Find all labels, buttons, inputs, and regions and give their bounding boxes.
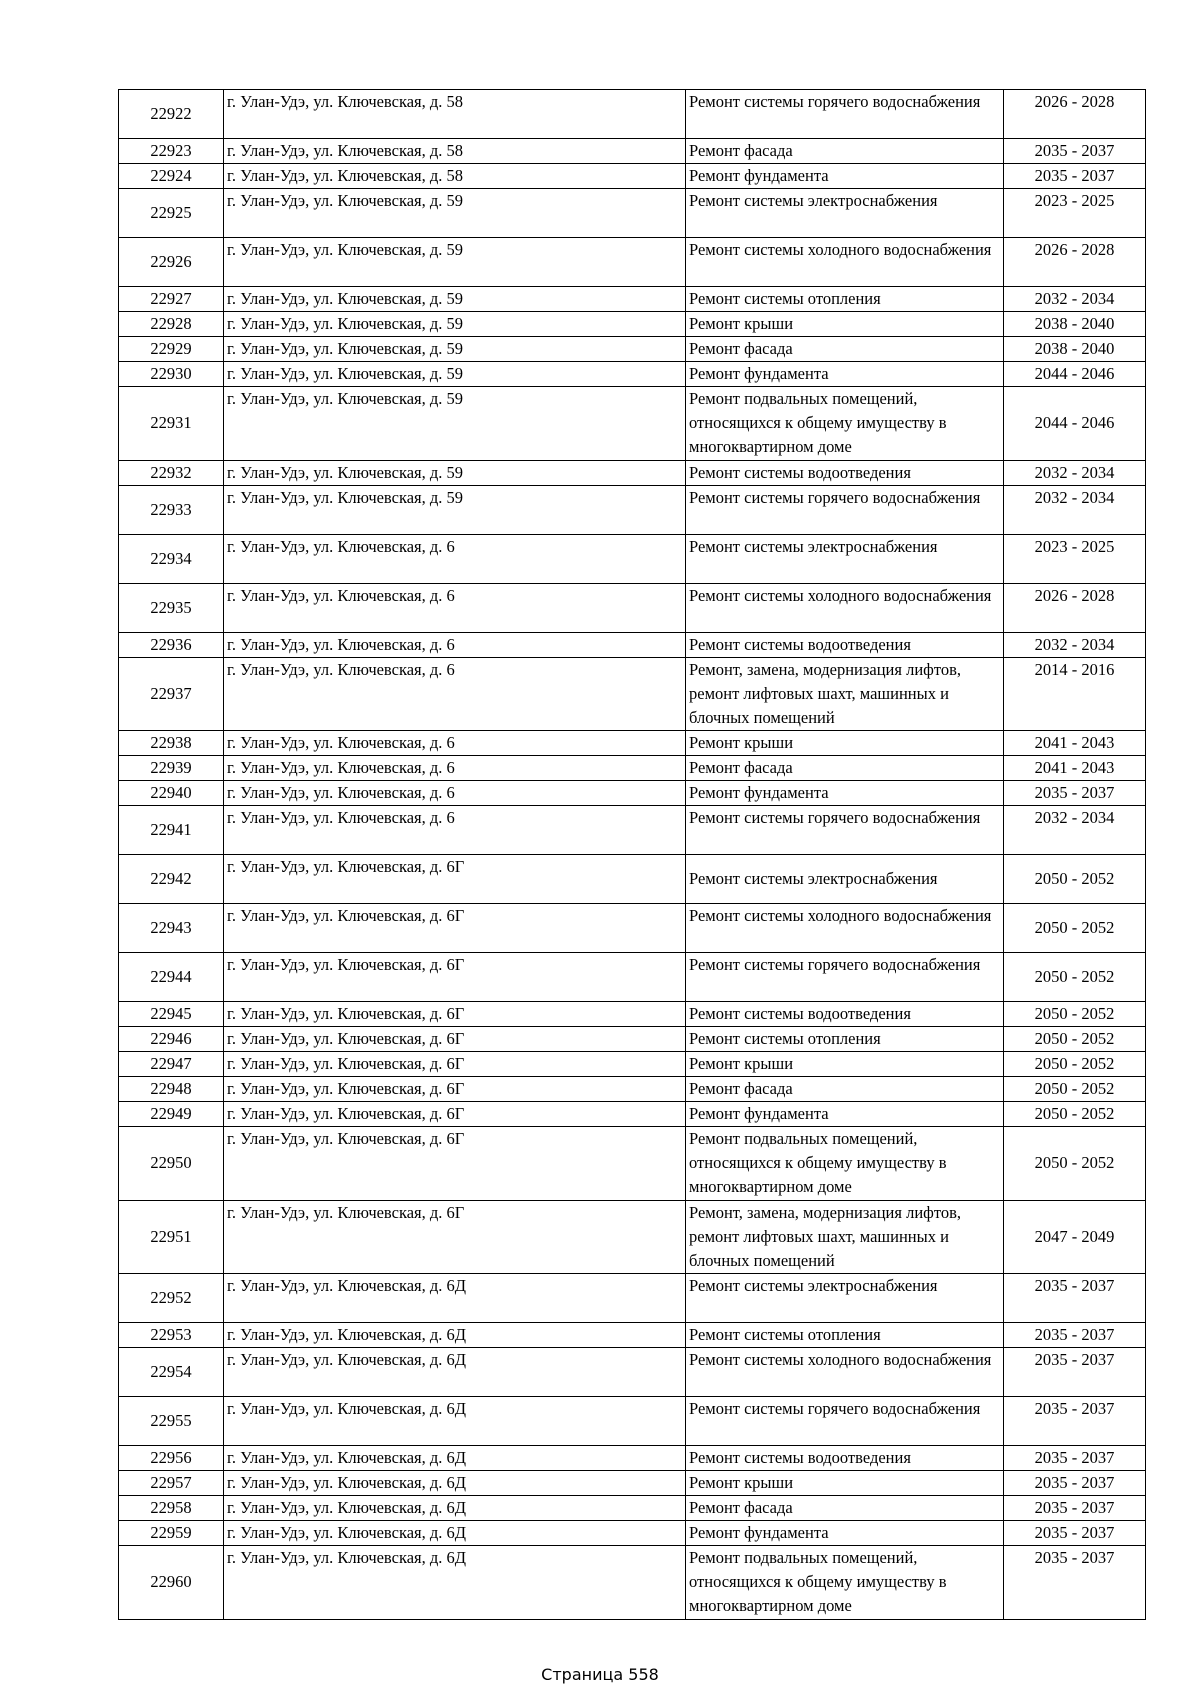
period-cell: 2032 - 2034 xyxy=(1004,632,1146,657)
address-cell: г. Улан-Удэ, ул. Ключевская, д. 6Г xyxy=(224,904,686,953)
address-cell: г. Улан-Удэ, ул. Ключевская, д. 6 xyxy=(224,632,686,657)
table-row xyxy=(119,632,1146,657)
table-row xyxy=(119,139,1146,164)
row-number-cell: 22929 xyxy=(119,337,224,362)
work-type-cell: Ремонт системы холодного водоснабжения xyxy=(686,1348,1004,1397)
row-number-cell: 22958 xyxy=(119,1496,224,1521)
work-type-cell: Ремонт системы отопления xyxy=(686,1027,1004,1052)
row-number-cell: 22947 xyxy=(119,1052,224,1077)
period-cell: 2044 - 2046 xyxy=(1004,387,1146,461)
row-number-cell: 22949 xyxy=(119,1102,224,1127)
address-cell: г. Улан-Удэ, ул. Ключевская, д. 6 xyxy=(224,756,686,781)
period-cell: 2035 - 2037 xyxy=(1004,1323,1146,1348)
work-type-cell: Ремонт подвальных помещений, относящихся к общему имуществу в многоквартирном доме xyxy=(686,1127,1004,1201)
period-cell: 2032 - 2034 xyxy=(1004,287,1146,312)
period-cell: 2050 - 2052 xyxy=(1004,953,1146,1002)
period-cell: 2050 - 2052 xyxy=(1004,1002,1146,1027)
table-row xyxy=(119,90,1146,139)
address-cell: г. Улан-Удэ, ул. Ключевская, д. 6Д xyxy=(224,1397,686,1446)
work-type-cell: Ремонт системы водоотведения xyxy=(686,1002,1004,1027)
row-number-cell: 22937 xyxy=(119,657,224,731)
table-row xyxy=(119,855,1146,904)
address-cell: г. Улан-Удэ, ул. Ключевская, д. 58 xyxy=(224,139,686,164)
address-cell: г. Улан-Удэ, ул. Ключевская, д. 59 xyxy=(224,460,686,485)
period-cell: 2032 - 2034 xyxy=(1004,485,1146,534)
row-number-cell: 22927 xyxy=(119,287,224,312)
work-type-cell: Ремонт системы водоотведения xyxy=(686,460,1004,485)
address-cell: г. Улан-Удэ, ул. Ключевская, д. 6 xyxy=(224,731,686,756)
table-row xyxy=(119,953,1146,1002)
period-cell: 2026 - 2028 xyxy=(1004,238,1146,287)
address-cell: г. Улан-Удэ, ул. Ключевская, д. 6Д xyxy=(224,1348,686,1397)
table-row xyxy=(119,756,1146,781)
page-number: Страница 558 xyxy=(541,1665,659,1684)
period-cell: 2044 - 2046 xyxy=(1004,362,1146,387)
period-cell: 2032 - 2034 xyxy=(1004,806,1146,855)
address-cell: г. Улан-Удэ, ул. Ключевская, д. 59 xyxy=(224,337,686,362)
work-type-cell: Ремонт фасада xyxy=(686,756,1004,781)
work-type-cell: Ремонт системы горячего водоснабжения xyxy=(686,90,1004,139)
work-type-cell: Ремонт системы горячего водоснабжения xyxy=(686,953,1004,1002)
row-number-cell: 22941 xyxy=(119,806,224,855)
table-row xyxy=(119,1274,1146,1323)
row-number-cell: 22959 xyxy=(119,1521,224,1546)
period-cell: 2035 - 2037 xyxy=(1004,1348,1146,1397)
address-cell: г. Улан-Удэ, ул. Ключевская, д. 6Г xyxy=(224,1077,686,1102)
row-number-cell: 22934 xyxy=(119,534,224,583)
table-row xyxy=(119,1471,1146,1496)
work-type-cell: Ремонт фундамента xyxy=(686,362,1004,387)
period-cell: 2047 - 2049 xyxy=(1004,1200,1146,1274)
table-row xyxy=(119,1521,1146,1546)
period-cell: 2038 - 2040 xyxy=(1004,337,1146,362)
period-cell: 2026 - 2028 xyxy=(1004,583,1146,632)
row-number-cell: 22957 xyxy=(119,1471,224,1496)
work-type-cell: Ремонт системы холодного водоснабжения xyxy=(686,238,1004,287)
address-cell: г. Улан-Удэ, ул. Ключевская, д. 58 xyxy=(224,164,686,189)
row-number-cell: 22931 xyxy=(119,387,224,461)
period-cell: 2041 - 2043 xyxy=(1004,731,1146,756)
table-row xyxy=(119,337,1146,362)
table-row xyxy=(119,1027,1146,1052)
period-cell: 2035 - 2037 xyxy=(1004,1397,1146,1446)
row-number-cell: 22954 xyxy=(119,1348,224,1397)
period-cell: 2014 - 2016 xyxy=(1004,657,1146,731)
period-cell: 2032 - 2034 xyxy=(1004,460,1146,485)
period-cell: 2050 - 2052 xyxy=(1004,1102,1146,1127)
table-row xyxy=(119,485,1146,534)
address-cell: г. Улан-Удэ, ул. Ключевская, д. 59 xyxy=(224,387,686,461)
address-cell: г. Улан-Удэ, ул. Ключевская, д. 6Д xyxy=(224,1521,686,1546)
table-row xyxy=(119,1002,1146,1027)
table-row xyxy=(119,1077,1146,1102)
table-row xyxy=(119,904,1146,953)
table-row xyxy=(119,1323,1146,1348)
work-type-cell: Ремонт фундамента xyxy=(686,164,1004,189)
table-row xyxy=(119,1496,1146,1521)
table-row xyxy=(119,238,1146,287)
table-row xyxy=(119,806,1146,855)
period-cell: 2050 - 2052 xyxy=(1004,1052,1146,1077)
address-cell: г. Улан-Удэ, ул. Ключевская, д. 59 xyxy=(224,362,686,387)
row-number-cell: 22951 xyxy=(119,1200,224,1274)
address-cell: г. Улан-Удэ, ул. Ключевская, д. 6Г xyxy=(224,1052,686,1077)
period-cell: 2050 - 2052 xyxy=(1004,1077,1146,1102)
work-type-cell: Ремонт системы горячего водоснабжения xyxy=(686,485,1004,534)
table-row xyxy=(119,287,1146,312)
row-number-cell: 22955 xyxy=(119,1397,224,1446)
address-cell: г. Улан-Удэ, ул. Ключевская, д. 6Д xyxy=(224,1274,686,1323)
row-number-cell: 22956 xyxy=(119,1446,224,1471)
row-number-cell: 22960 xyxy=(119,1546,224,1620)
period-cell: 2050 - 2052 xyxy=(1004,1027,1146,1052)
row-number-cell: 22948 xyxy=(119,1077,224,1102)
work-type-cell: Ремонт системы отопления xyxy=(686,1323,1004,1348)
work-type-cell: Ремонт системы электроснабжения xyxy=(686,534,1004,583)
period-cell: 2041 - 2043 xyxy=(1004,756,1146,781)
period-cell: 2026 - 2028 xyxy=(1004,90,1146,139)
period-cell: 2035 - 2037 xyxy=(1004,1446,1146,1471)
work-type-cell: Ремонт крыши xyxy=(686,312,1004,337)
period-cell: 2035 - 2037 xyxy=(1004,781,1146,806)
period-cell: 2035 - 2037 xyxy=(1004,1274,1146,1323)
table-row xyxy=(119,1348,1146,1397)
row-number-cell: 22952 xyxy=(119,1274,224,1323)
row-number-cell: 22923 xyxy=(119,139,224,164)
address-cell: г. Улан-Удэ, ул. Ключевская, д. 6 xyxy=(224,657,686,731)
address-cell: г. Улан-Удэ, ул. Ключевская, д. 6Д xyxy=(224,1323,686,1348)
work-type-cell: Ремонт системы электроснабжения xyxy=(686,189,1004,238)
work-type-cell: Ремонт, замена, модернизация лифтов, ремонт лифтовых шахт, машинных и блочных помещений xyxy=(686,657,1004,731)
work-type-cell: Ремонт фасада xyxy=(686,1496,1004,1521)
row-number-cell: 22926 xyxy=(119,238,224,287)
table-row xyxy=(119,657,1146,731)
period-cell: 2035 - 2037 xyxy=(1004,164,1146,189)
work-type-cell: Ремонт системы горячего водоснабжения xyxy=(686,1397,1004,1446)
period-cell: 2035 - 2037 xyxy=(1004,1546,1146,1620)
row-number-cell: 22950 xyxy=(119,1127,224,1201)
table-row xyxy=(119,387,1146,461)
work-type-cell: Ремонт фундамента xyxy=(686,1102,1004,1127)
row-number-cell: 22944 xyxy=(119,953,224,1002)
address-cell: г. Улан-Удэ, ул. Ключевская, д. 59 xyxy=(224,312,686,337)
table-row xyxy=(119,460,1146,485)
table-row xyxy=(119,583,1146,632)
table-row xyxy=(119,1127,1146,1201)
table-row xyxy=(119,312,1146,337)
address-cell: г. Улан-Удэ, ул. Ключевская, д. 59 xyxy=(224,238,686,287)
table-row xyxy=(119,1546,1146,1620)
address-cell: г. Улан-Удэ, ул. Ключевская, д. 6Г xyxy=(224,953,686,1002)
period-cell: 2035 - 2037 xyxy=(1004,1521,1146,1546)
work-type-cell: Ремонт подвальных помещений, относящихся к общему имуществу в многоквартирном доме xyxy=(686,387,1004,461)
row-number-cell: 22938 xyxy=(119,731,224,756)
work-type-cell: Ремонт системы водоотведения xyxy=(686,632,1004,657)
period-cell: 2035 - 2037 xyxy=(1004,1471,1146,1496)
address-cell: г. Улан-Удэ, ул. Ключевская, д. 6Д xyxy=(224,1446,686,1471)
work-type-cell: Ремонт фасада xyxy=(686,139,1004,164)
work-type-cell: Ремонт фасада xyxy=(686,337,1004,362)
row-number-cell: 22939 xyxy=(119,756,224,781)
table-row xyxy=(119,781,1146,806)
work-type-cell: Ремонт фасада xyxy=(686,1077,1004,1102)
table-row xyxy=(119,1397,1146,1446)
work-type-cell: Ремонт системы отопления xyxy=(686,287,1004,312)
work-type-cell: Ремонт фундамента xyxy=(686,781,1004,806)
row-number-cell: 22943 xyxy=(119,904,224,953)
row-number-cell: 22933 xyxy=(119,485,224,534)
address-cell: г. Улан-Удэ, ул. Ключевская, д. 6 xyxy=(224,806,686,855)
work-type-cell: Ремонт системы холодного водоснабжения xyxy=(686,583,1004,632)
address-cell: г. Улан-Удэ, ул. Ключевская, д. 59 xyxy=(224,189,686,238)
row-number-cell: 22935 xyxy=(119,583,224,632)
row-number-cell: 22942 xyxy=(119,855,224,904)
address-cell: г. Улан-Удэ, ул. Ключевская, д. 6Г xyxy=(224,1027,686,1052)
table-row xyxy=(119,1446,1146,1471)
address-cell: г. Улан-Удэ, ул. Ключевская, д. 6Д xyxy=(224,1496,686,1521)
period-cell: 2023 - 2025 xyxy=(1004,189,1146,238)
repair-schedule-table xyxy=(118,89,1146,1620)
table-row xyxy=(119,1052,1146,1077)
address-cell: г. Улан-Удэ, ул. Ключевская, д. 6Г xyxy=(224,1002,686,1027)
row-number-cell: 22936 xyxy=(119,632,224,657)
address-cell: г. Улан-Удэ, ул. Ключевская, д. 6Д xyxy=(224,1471,686,1496)
period-cell: 2050 - 2052 xyxy=(1004,1127,1146,1201)
work-type-cell: Ремонт системы горячего водоснабжения xyxy=(686,806,1004,855)
work-type-cell: Ремонт крыши xyxy=(686,1052,1004,1077)
row-number-cell: 22925 xyxy=(119,189,224,238)
work-type-cell: Ремонт, замена, модернизация лифтов, ремонт лифтовых шахт, машинных и блочных помещений xyxy=(686,1200,1004,1274)
row-number-cell: 22924 xyxy=(119,164,224,189)
address-cell: г. Улан-Удэ, ул. Ключевская, д. 6 xyxy=(224,534,686,583)
row-number-cell: 22946 xyxy=(119,1027,224,1052)
period-cell: 2050 - 2052 xyxy=(1004,904,1146,953)
row-number-cell: 22945 xyxy=(119,1002,224,1027)
address-cell: г. Улан-Удэ, ул. Ключевская, д. 6Г xyxy=(224,1102,686,1127)
address-cell: г. Улан-Удэ, ул. Ключевская, д. 6Г xyxy=(224,1200,686,1274)
address-cell: г. Улан-Удэ, ул. Ключевская, д. 6 xyxy=(224,781,686,806)
row-number-cell: 22940 xyxy=(119,781,224,806)
row-number-cell: 22922 xyxy=(119,90,224,139)
table-row xyxy=(119,731,1146,756)
table-row xyxy=(119,164,1146,189)
work-type-cell: Ремонт подвальных помещений, относящихся к общему имуществу в многоквартирном доме xyxy=(686,1546,1004,1620)
work-type-cell: Ремонт системы водоотведения xyxy=(686,1446,1004,1471)
table-row xyxy=(119,1200,1146,1274)
work-type-cell: Ремонт крыши xyxy=(686,1471,1004,1496)
address-cell: г. Улан-Удэ, ул. Ключевская, д. 59 xyxy=(224,287,686,312)
table-row xyxy=(119,1102,1146,1127)
work-type-cell: Ремонт крыши xyxy=(686,731,1004,756)
row-number-cell: 22932 xyxy=(119,460,224,485)
row-number-cell: 22953 xyxy=(119,1323,224,1348)
period-cell: 2023 - 2025 xyxy=(1004,534,1146,583)
row-number-cell: 22930 xyxy=(119,362,224,387)
row-number-cell: 22928 xyxy=(119,312,224,337)
period-cell: 2038 - 2040 xyxy=(1004,312,1146,337)
work-type-cell: Ремонт системы холодного водоснабжения xyxy=(686,904,1004,953)
address-cell: г. Улан-Удэ, ул. Ключевская, д. 6Г xyxy=(224,1127,686,1201)
period-cell: 2035 - 2037 xyxy=(1004,1496,1146,1521)
work-type-cell: Ремонт системы электроснабжения xyxy=(686,1274,1004,1323)
table-body xyxy=(119,90,1146,1620)
work-type-cell: Ремонт фундамента xyxy=(686,1521,1004,1546)
address-cell: г. Улан-Удэ, ул. Ключевская, д. 6 xyxy=(224,583,686,632)
address-cell: г. Улан-Удэ, ул. Ключевская, д. 59 xyxy=(224,485,686,534)
period-cell: 2035 - 2037 xyxy=(1004,139,1146,164)
address-cell: г. Улан-Удэ, ул. Ключевская, д. 6Г xyxy=(224,855,686,904)
address-cell: г. Улан-Удэ, ул. Ключевская, д. 6Д xyxy=(224,1546,686,1620)
table-row xyxy=(119,189,1146,238)
address-cell: г. Улан-Удэ, ул. Ключевская, д. 58 xyxy=(224,90,686,139)
table-row xyxy=(119,362,1146,387)
table-row xyxy=(119,534,1146,583)
period-cell: 2050 - 2052 xyxy=(1004,855,1146,904)
work-type-cell: Ремонт системы электроснабжения xyxy=(686,855,1004,904)
